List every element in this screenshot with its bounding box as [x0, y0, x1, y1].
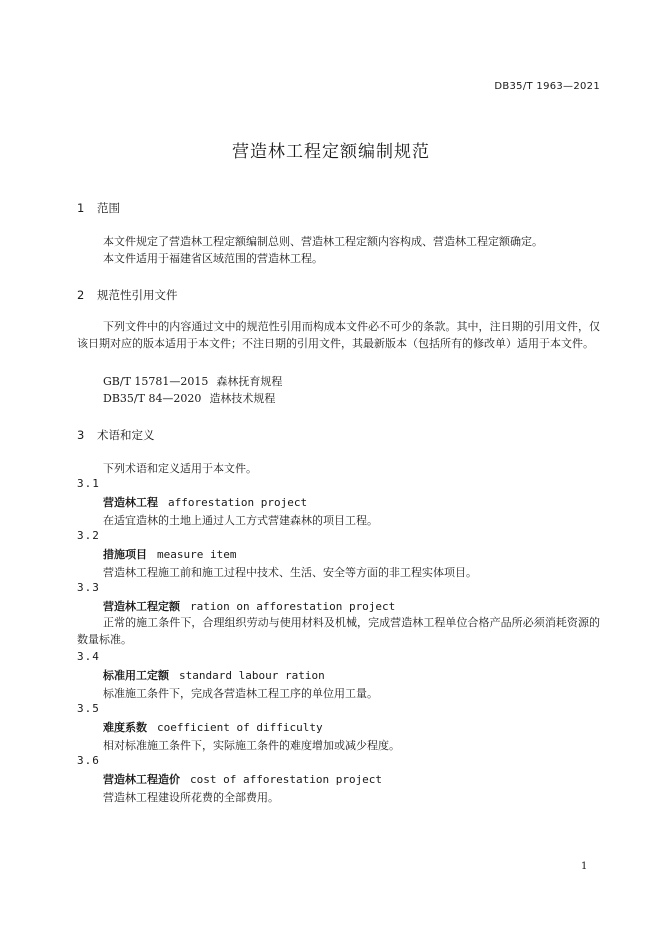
reference-title: 造林技术规程: [209, 392, 276, 405]
term-english: afforestation project: [168, 496, 308, 509]
term-definition: 标准施工条件下，完成各营造林工程工序的单位用工量。: [103, 687, 378, 700]
term-english: coefficient of difficulty: [157, 721, 323, 734]
section-1-heading: [77, 200, 120, 216]
term-number: 3.1: [77, 477, 100, 490]
term-definition: 营造林工程建设所花费的全部费用。: [103, 791, 279, 804]
section-2-heading: [77, 287, 178, 303]
term-chinese: 措施项目: [103, 548, 147, 561]
term-chinese: 营造林工程造价: [103, 773, 180, 786]
document-title: 营造林工程定额编制规范: [232, 142, 430, 162]
term-english: cost of afforestation project: [190, 773, 383, 786]
paragraph: 本文件规定了营造林工程定额编制总则、营造林工程定额内容构成、营造林工程定额确定。: [103, 235, 543, 248]
page-number: 1: [581, 861, 588, 872]
term-chinese: 营造林工程: [103, 496, 158, 509]
section-number: 3: [77, 428, 85, 442]
section-title: 术语和定义: [97, 428, 155, 442]
normative-reference: [103, 373, 282, 389]
paragraph: 下列术语和定义适用于本文件。: [103, 462, 257, 475]
term-chinese: 营造林工程定额: [103, 600, 180, 613]
term-heading: [103, 719, 323, 735]
term-chinese: 难度系数: [103, 721, 147, 734]
term-chinese: 标准用工定额: [103, 669, 169, 682]
term-english: standard labour ration: [179, 669, 325, 682]
term-heading: [103, 494, 307, 510]
term-definition: 在适宜造林的土地上通过人工方式营建森林的项目工程。: [103, 514, 378, 527]
section-number: 2: [77, 288, 85, 302]
term-number: 3.4: [77, 650, 100, 663]
term-number: 3.3: [77, 581, 100, 594]
reference-code: GB/T 15781—2015: [103, 375, 209, 388]
term-definition: 营造林工程施工前和施工过程中技术、生活、安全等方面的非工程实体项目。: [103, 566, 477, 579]
section-title: 规范性引用文件: [97, 288, 178, 302]
term-definition: 正常的施工条件下，合理组织劳动与使用材料及机械，完成营造林工程单位合格产品所必须消耗资源的数量标准。: [77, 616, 600, 646]
term-english: ration on afforestation project: [190, 600, 396, 613]
term-number: 3.5: [77, 702, 100, 715]
term-number: 3.2: [77, 529, 100, 542]
term-heading: [103, 598, 395, 614]
term-english: measure item: [157, 548, 237, 561]
term-heading: [103, 667, 325, 683]
term-definition: 相对标准施工条件下，实际施工条件的难度增加或减少程度。: [103, 739, 400, 752]
term-heading: [103, 771, 382, 787]
normative-reference: [103, 390, 275, 406]
reference-title: 森林抚育规程: [216, 375, 283, 388]
section-title: 范围: [97, 201, 120, 215]
section-number: 1: [77, 201, 85, 215]
term-number: 3.6: [77, 754, 100, 767]
paragraph: 本文件适用于福建省区域范围的营造林工程。: [103, 252, 323, 265]
term-heading: [103, 546, 236, 562]
reference-code: DB35/T 84—2020: [103, 392, 202, 405]
paragraph: 下列文件中的内容通过文中的规范性引用而构成本文件必不可少的条款。其中，注日期的引用文件，仅该日期对应的版本适用于本文件；不注日期的引用文件，其最新版本（包括所有的修改单）适用于本文件。: [77, 320, 600, 350]
document-code: DB35/T 1963—2021: [494, 81, 600, 92]
section-3-heading: [77, 427, 155, 443]
